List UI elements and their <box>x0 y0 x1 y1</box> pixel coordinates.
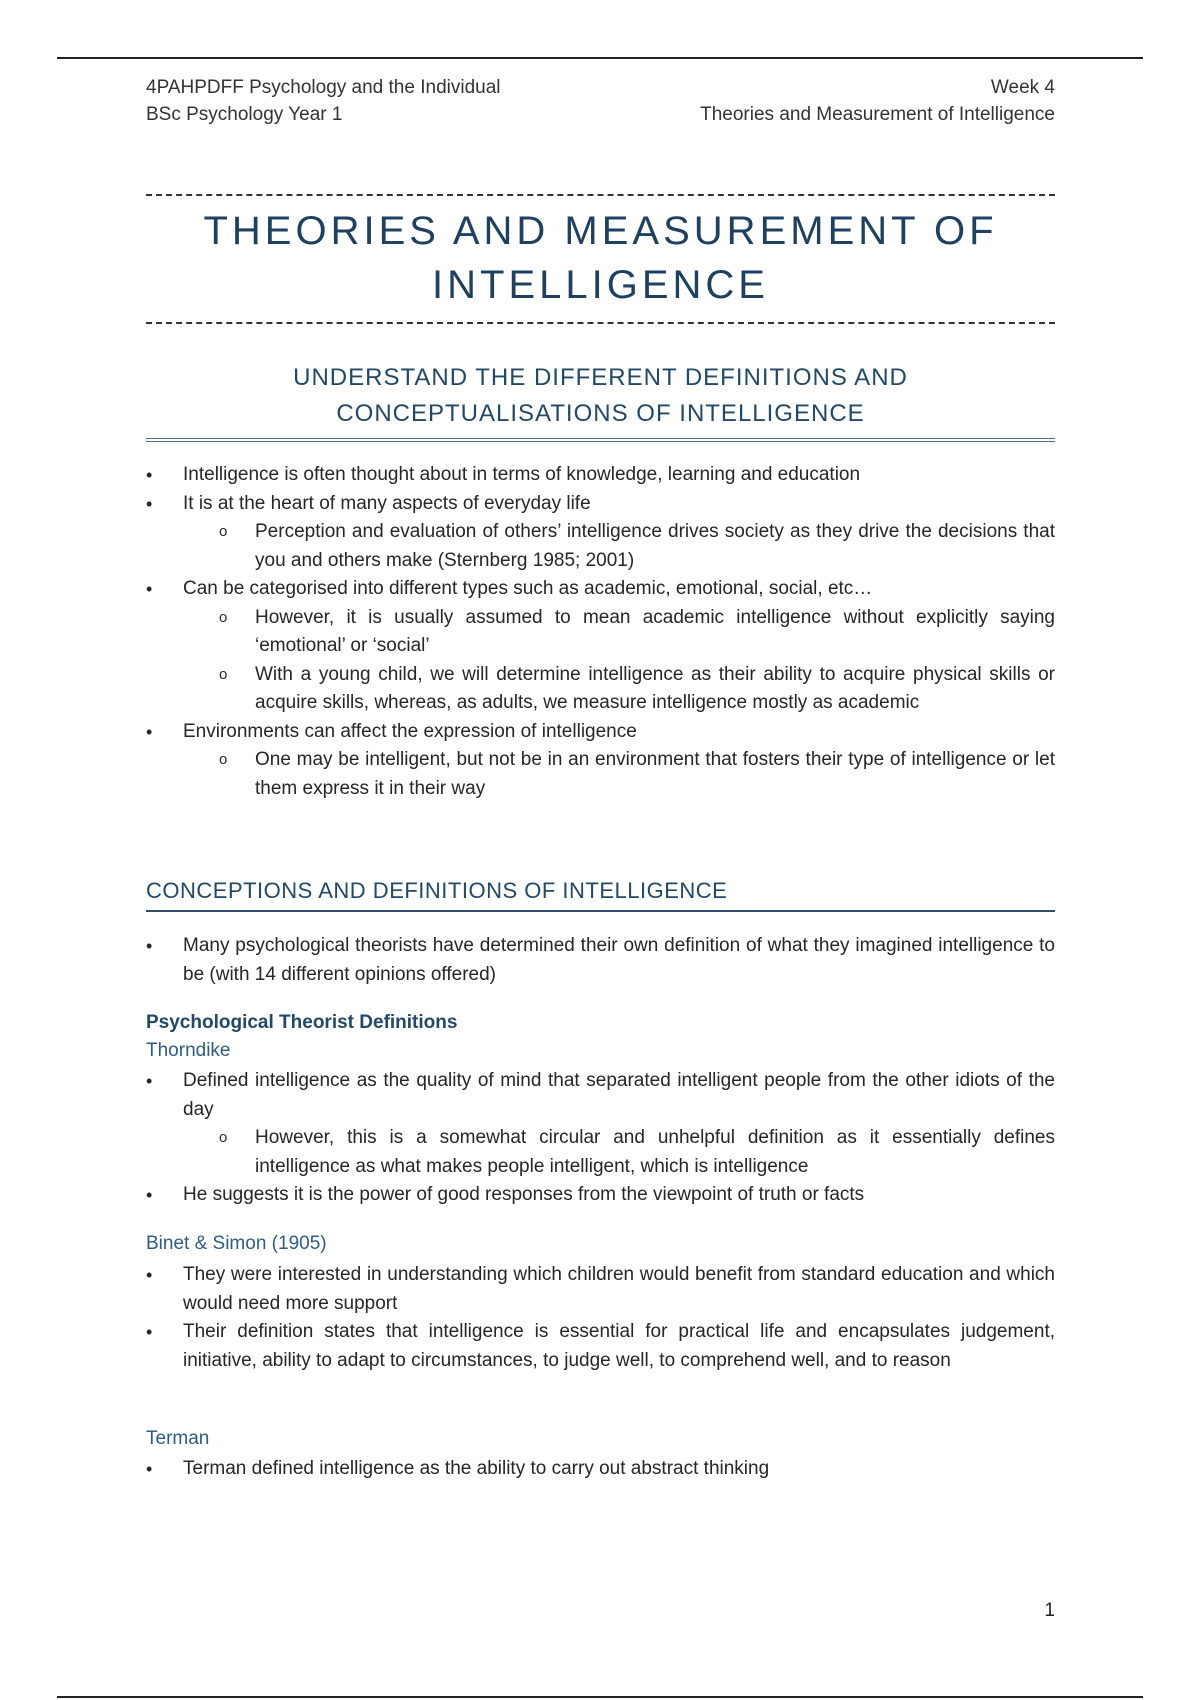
list-item <box>146 1181 1055 1210</box>
title-block <box>146 194 1055 324</box>
title-line-1: THEORIES AND MEASUREMENT OF <box>203 209 998 253</box>
conceptions-heading: CONCEPTIONS AND DEFINITIONS OF INTELLIGENCE <box>146 876 1055 912</box>
sub-bullet-list <box>146 1124 1055 1181</box>
title-line-2: INTELLIGENCE <box>432 263 769 307</box>
bullet-icon: • <box>146 721 153 742</box>
definitions-section <box>146 461 1055 803</box>
bullet-list <box>146 1455 1055 1484</box>
week-topic: Theories and Measurement of Intelligence <box>700 104 1055 125</box>
list-item <box>146 1318 1055 1375</box>
page-number: 1 <box>1044 1600 1055 1621</box>
list-item-text: Their definition states that intelligence is essential for practical life and encapsulates judgement, initiative, ability to adapt to circumstances, to judge well, to comprehend well, and to reason <box>183 1321 1055 1371</box>
list-item <box>146 575 1055 604</box>
sub-list-item <box>146 518 1055 575</box>
bullet-list <box>146 1067 1055 1124</box>
sub-list-item <box>146 661 1055 718</box>
list-item-text: They were interested in understanding which children would benefit from standard education and which would need more support <box>183 1264 1055 1314</box>
list-item <box>146 932 1055 989</box>
list-item <box>146 490 1055 519</box>
header-right <box>700 74 1055 128</box>
header-left <box>146 74 501 128</box>
list-item-text: Environments can affect the expression of intelligence <box>183 720 637 742</box>
list-item-text: Intelligence is often thought about in terms of knowledge, learning and education <box>183 464 861 485</box>
bullet-list <box>146 1261 1055 1375</box>
sub-list-item-text: One may be intelligent, but not be in an environment that fosters their type of intelligence or let them express it in their way <box>255 749 1055 799</box>
bullet-icon: • <box>146 936 153 956</box>
bullet-icon: • <box>146 1322 153 1342</box>
bullet-icon: • <box>146 493 153 514</box>
bullet-list <box>146 575 1055 604</box>
sub-list-item-text: However, this is a somewhat circular and unhelpful definition as it essentially defines intelligence as what makes people intelligent, which is intelligence <box>255 1127 1055 1177</box>
list-item-text: Defined intelligence as the quality of mind that separated intelligent people from the other idiots of the day <box>183 1070 1055 1120</box>
list-item <box>146 1261 1055 1318</box>
list-item <box>146 1067 1055 1124</box>
theorist-name-binet-simon: Binet & Simon (1905) <box>146 1233 327 1254</box>
circle-bullet-icon: o <box>219 608 228 626</box>
list-item <box>146 461 1055 490</box>
sub-bullet-list <box>146 604 1055 718</box>
list-item-text: It is at the heart of many aspects of everyday life <box>183 492 591 514</box>
sub-list-item-text: Perception and evaluation of others’ intelligence drives society as they drive the decisions that you and others make (Sternberg 1985; 2001) <box>255 521 1055 571</box>
circle-bullet-icon: o <box>219 665 228 683</box>
section-title <box>146 360 1055 432</box>
list-item-text: Can be categorised into different types such as academic, emotional, social, etc… <box>183 578 873 599</box>
list-item-text: Many psychological theorists have determined their own definition of what they imagined intelligence to be (with 14 different opinions offered) <box>183 935 1055 985</box>
course-code: 4PAHPDFF Psychology and the Individual <box>146 77 501 98</box>
conceptions-intro <box>146 932 1055 989</box>
list-item <box>146 718 1055 747</box>
theorist-name-thorndike: Thorndike <box>146 1040 231 1061</box>
sub-list-item <box>146 604 1055 661</box>
bullet-icon: • <box>146 579 153 599</box>
bullet-icon: • <box>146 1459 153 1479</box>
top-rule <box>57 57 1143 59</box>
sub-list-item <box>146 746 1055 803</box>
circle-bullet-icon: o <box>219 1129 228 1146</box>
list-item-text: Terman defined intelligence as the ability to carry out abstract thinking <box>183 1458 770 1479</box>
bullet-icon: • <box>146 1071 153 1091</box>
circle-bullet-icon: o <box>219 751 228 768</box>
list-item <box>146 1455 1055 1484</box>
sub-bullet-list <box>146 746 1055 803</box>
page-title <box>146 204 1055 312</box>
thorndike-block <box>146 1067 1055 1210</box>
terman-block <box>146 1455 1055 1484</box>
theorist-definitions-heading: Psychological Theorist Definitions <box>146 1012 458 1033</box>
binet-simon-block <box>146 1261 1055 1375</box>
sub-list-item-text: With a young child, we will determine intelligence as their ability to acquire physical skills or acquire skills, whereas, as adults, we measure intelligence mostly as academic <box>255 663 1055 713</box>
subtitle-line-1: UNDERSTAND THE DIFFERENT DEFINITIONS AND <box>293 364 908 391</box>
theorist-name-terman: Terman <box>146 1428 210 1449</box>
week-label: Week 4 <box>990 77 1055 98</box>
bullet-icon: • <box>146 1185 153 1205</box>
bullet-list <box>146 718 1055 747</box>
subtitle-line-2: CONCEPTUALISATIONS OF INTELLIGENCE <box>336 400 865 427</box>
sub-bullet-list <box>146 518 1055 575</box>
bullet-icon: • <box>146 465 153 485</box>
bullet-list <box>146 461 1055 518</box>
sub-list-item-text: However, it is usually assumed to mean academic intelligence without explicitly saying ‘emotional’ or ‘social’ <box>255 606 1055 656</box>
sub-list-item <box>146 1124 1055 1181</box>
list-item-text: He suggests it is the power of good responses from the viewpoint of truth or facts <box>183 1184 865 1205</box>
subtitle-block <box>146 360 1055 442</box>
bullet-icon: • <box>146 1265 153 1285</box>
course-year: BSc Psychology Year 1 <box>146 104 343 125</box>
bullet-list <box>146 1181 1055 1210</box>
circle-bullet-icon: o <box>219 523 228 540</box>
bottom-rule <box>57 1696 1143 1698</box>
bullet-list <box>146 932 1055 989</box>
